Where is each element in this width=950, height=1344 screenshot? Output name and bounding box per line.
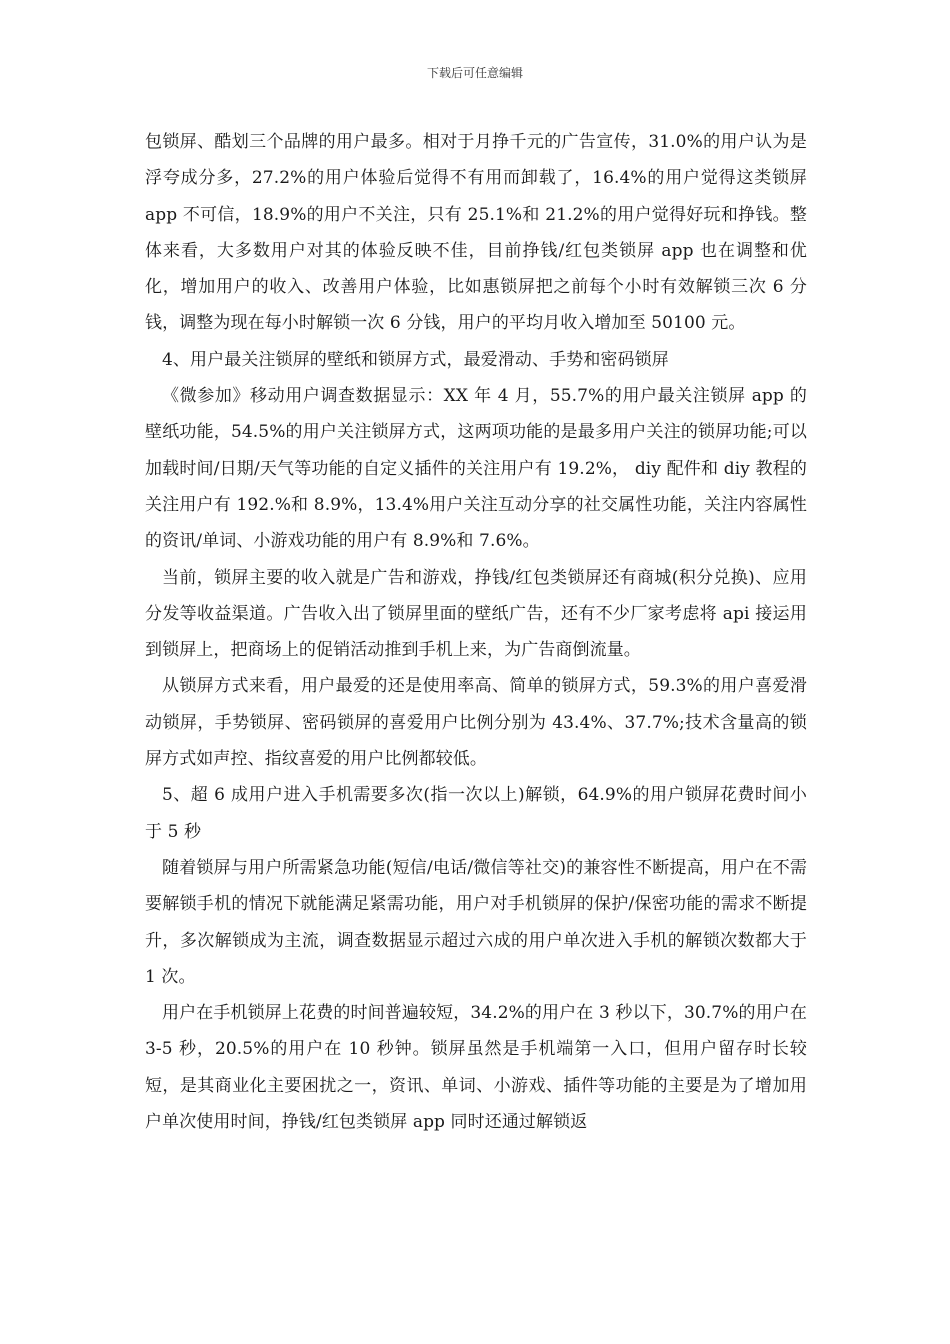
paragraph: 《微参加》移动用户调查数据显示：XX 年 4 月，55.7%的用户最关注锁屏 app 的壁纸功能，54.5%的用户关注锁屏方式，这两项功能的是最多用户关注的锁屏功能;可以加载时间/日期/天气等功能的自定义插件的关注用户有 19.2%， diy 配件和 diy 教程的关注用户有 192.%和 8.9%，13.4%用户关注互动分享的社交属性功能，关注内容属性的资讯/单词、小游戏功能的用户有 8.9%和 7.6%。	[145, 386, 807, 552]
section-heading-4: 4、用户最关注锁屏的壁纸和锁屏方式，最爱滑动、手势和密码锁屏	[162, 349, 669, 370]
section-heading-5: 5、超 6 成用户进入手机需要多次(指一次以上)解锁，64.9%的用户锁屏花费时间小于 5 秒	[145, 785, 807, 842]
document-body	[145, 124, 807, 1140]
paragraph: 随着锁屏与用户所需紧急功能(短信/电话/微信等社交)的兼容性不断提高，用户在不需要解锁手机的情况下就能满足紧需功能，用户对手机锁屏的保护/保密功能的需求不断提升，多次解锁成为主流，调查数据显示超过六成的用户单次进入手机的解锁次数都大于 1 次。	[145, 857, 807, 987]
paragraph: 用户在手机锁屏上花费的时间普遍较短，34.2%的用户在 3 秒以下，30.7%的用户在 3-5 秒，20.5%的用户在 10 秒钟。锁屏虽然是手机端第一入口，但用户留存时长较短，是其商业化主要困扰之一，资讯、单词、小游戏、插件等功能的主要是为了增加用户单次使用时间，挣钱/红包类锁屏 app 同时还通过解锁返	[145, 1003, 807, 1133]
paragraph: 当前，锁屏主要的收入就是广告和游戏，挣钱/红包类锁屏还有商城(积分兑换)、应用分发等收益渠道。广告收入出了锁屏里面的壁纸广告，还有不少厂家考虑将 api 接运用到锁屏上，把商场上的促销活动推到手机上来，为广告商倒流量。	[145, 567, 807, 661]
paragraph-continuation: 包锁屏、酷划三个品牌的用户最多。相对于月挣千元的广告宣传，31.0%的用户认为是浮夸成分多，27.2%的用户体验后觉得不有用而卸载了，16.4%的用户觉得这类锁屏 app 不可信，18.9%的用户不关注，只有 25.1%和 21.2%的用户觉得好玩和挣钱。整体来看，大多数用户对其的体验反映不佳，目前挣钱/红包类锁屏 app 也在调整和优化，增加用户的收入、改善用户体验，比如惠锁屏把之前每个小时有效解锁三次 6 分钱，调整为现在每小时解锁一次 6 分钱，用户的平均月收入增加至 50100 元。	[145, 132, 807, 334]
paragraph: 从锁屏方式来看，用户最爱的还是使用率高、简单的锁屏方式，59.3%的用户喜爱滑动锁屏，手势锁屏、密码锁屏的喜爱用户比例分别为 43.4%、37.7%;技术含量高的锁屏方式如声控、指纹喜爱的用户比例都较低。	[145, 676, 807, 770]
page-header: 下载后可任意编辑	[426, 66, 523, 80]
